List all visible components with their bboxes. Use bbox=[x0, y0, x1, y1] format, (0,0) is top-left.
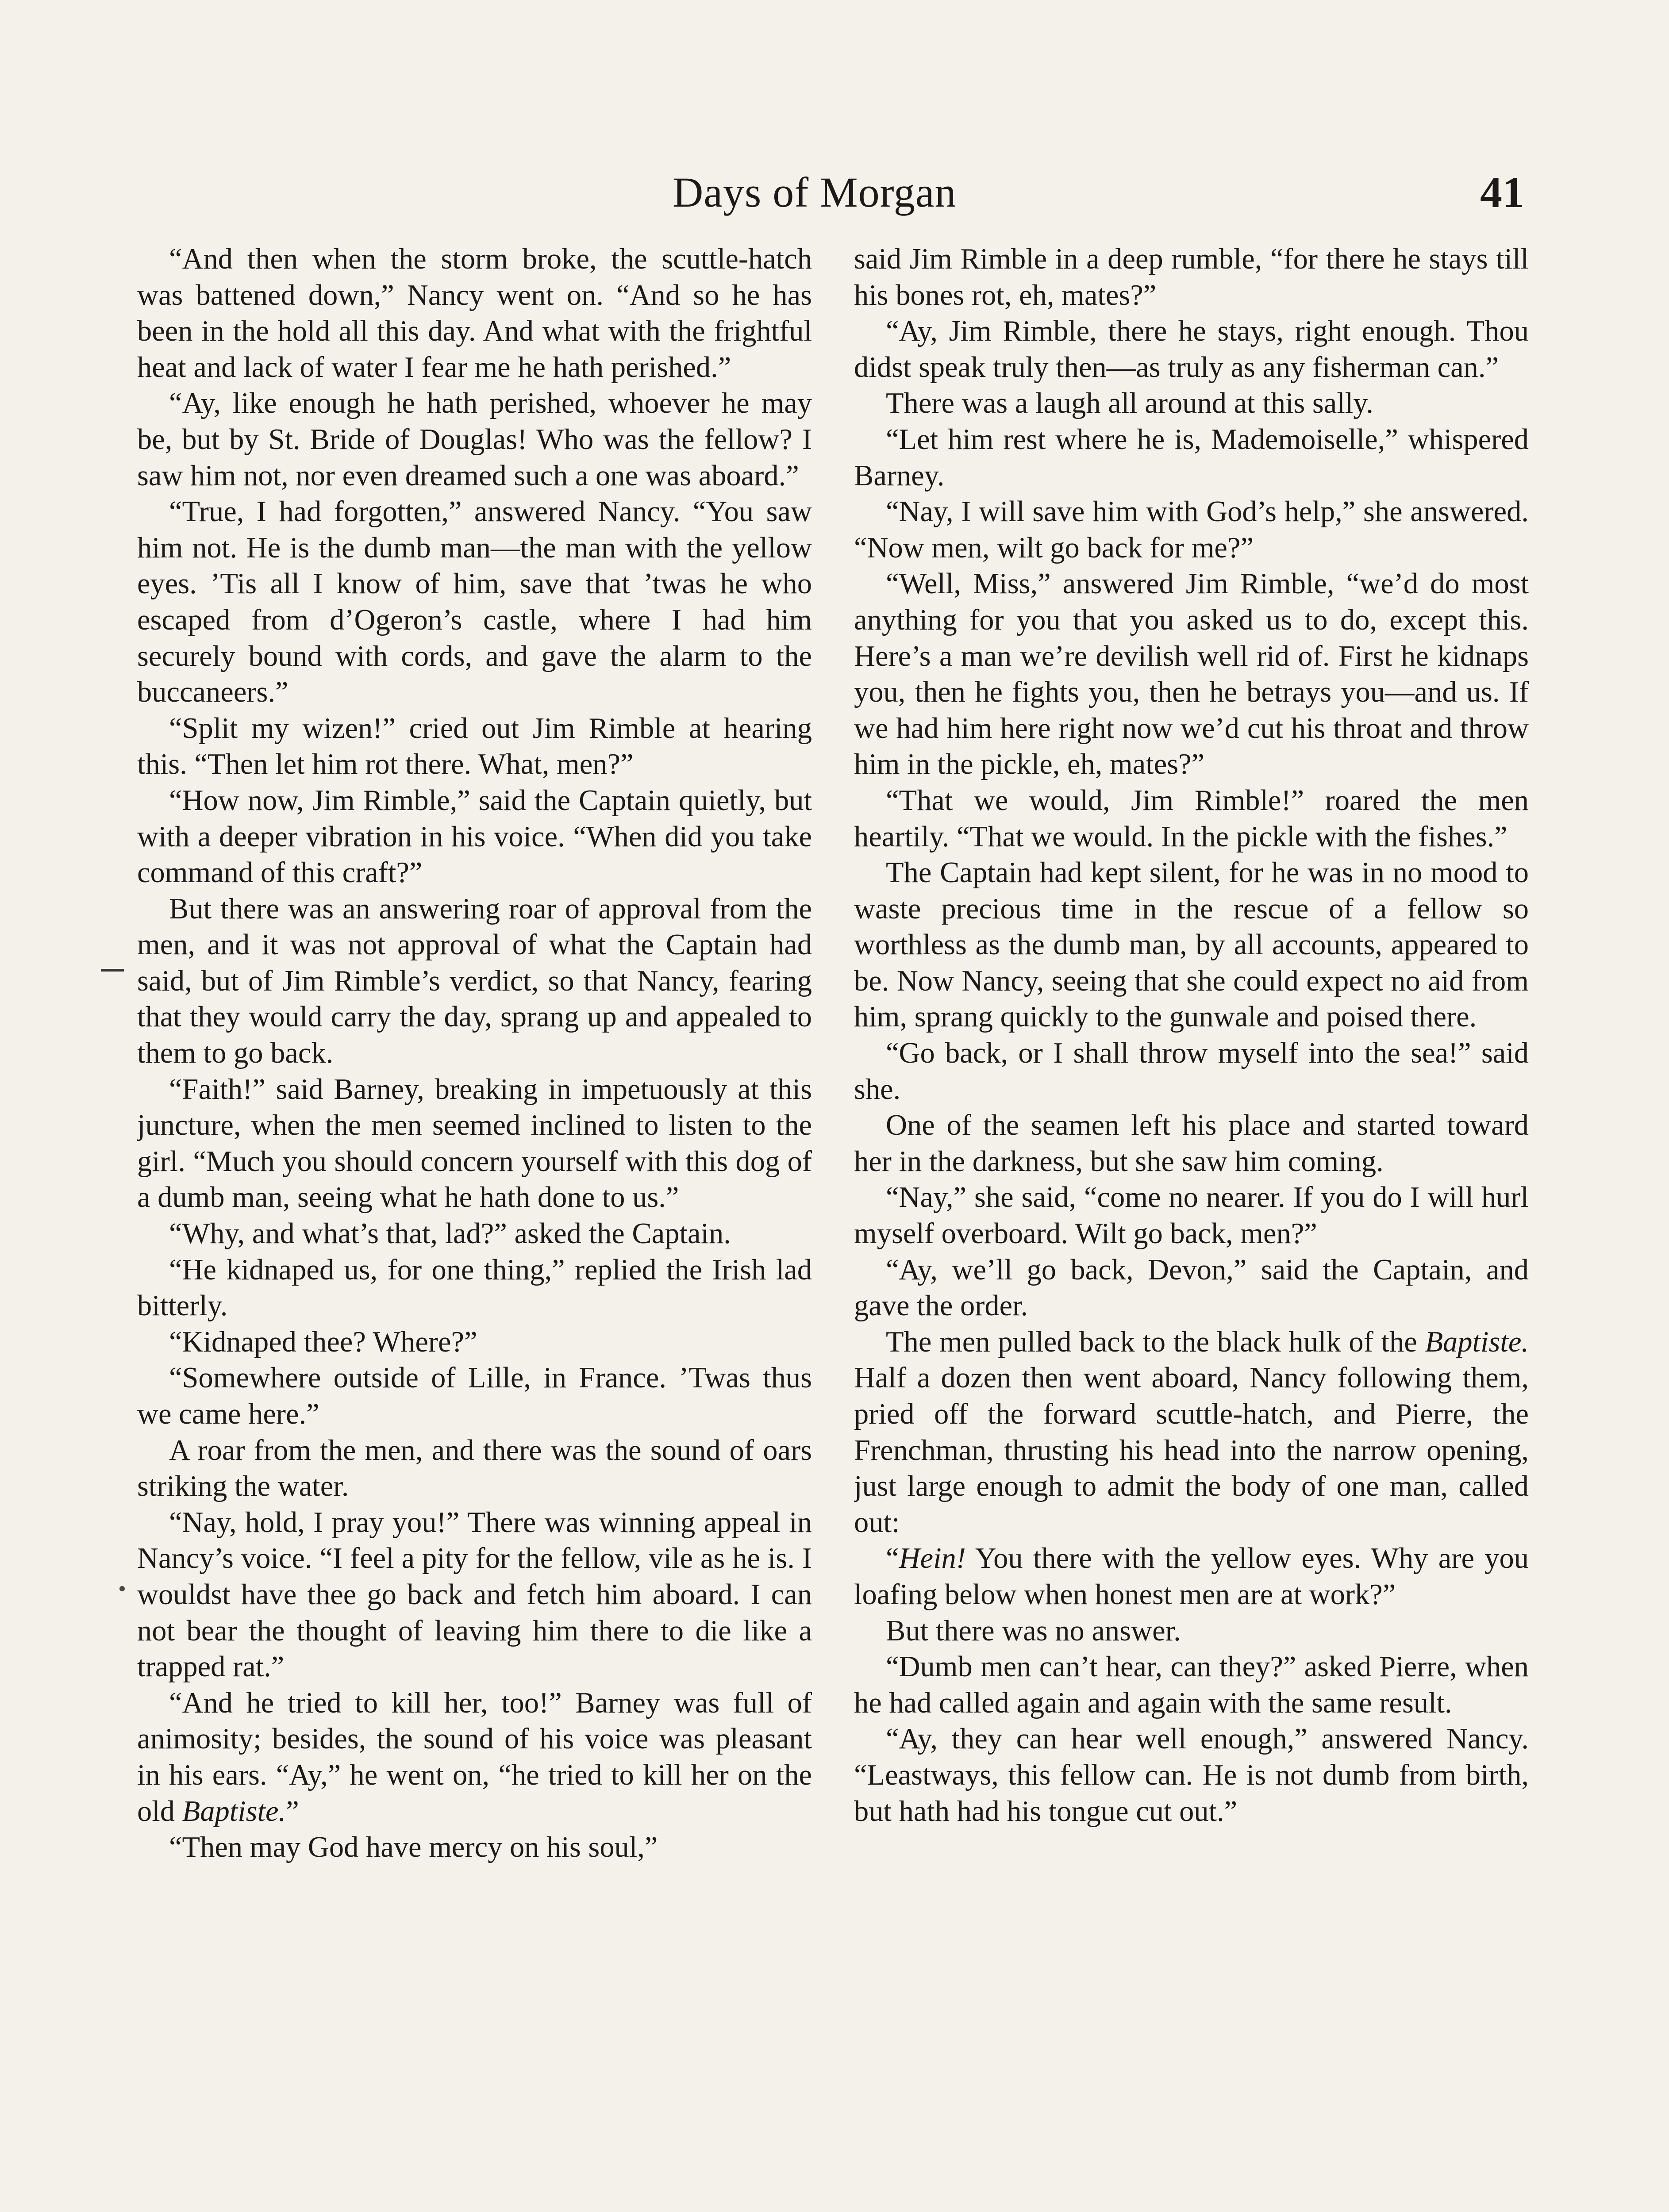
paragraph: “Faith!” said Barney, breaking in impetuously at this juncture, when the men seemed inclined to listen to the girl. “Much you should concern yourself with this dog of a dumb man, seeing what he hath done to us.” bbox=[137, 1073, 812, 1214]
paragraph: The Captain had kept silent, for he was in no mood to waste precious time in the rescue of a fellow so worthless as the dumb man, by all accounts, appeared to be. Now Nancy, seeing that she could expect no aid from him, sprang quickly to the gunwale and poised there. bbox=[854, 856, 1529, 1033]
paragraph: “That we would, Jim Rimble!” roared the men heartily. “That we would. In the pickle with the fishes.” bbox=[854, 784, 1529, 853]
margin-mark-dot bbox=[119, 1586, 125, 1591]
paragraph: “Go back, or I shall throw myself into the sea!” said she. bbox=[854, 1037, 1529, 1106]
paragraph: A roar from the men, and there was the sound of oars striking the water. bbox=[137, 1434, 812, 1503]
margin-mark-dash bbox=[101, 969, 124, 972]
paragraph: “And he tried to kill her, too!” Barney was full of animosity; besides, the sound of his voice was pleasant in his ears. “Ay,” he went on, “he tried to kill her on the old Baptiste.” bbox=[137, 1686, 812, 1828]
paragraph: “Kidnaped thee? Where?” bbox=[169, 1325, 477, 1358]
paragraph: “Ay, like enough he hath perished, whoever he may be, but by St. Bride of Douglas! Who was the fellow? I saw him not, nor even dreamed such a one was aboard.” bbox=[137, 387, 812, 492]
paragraph: “Ay, they can hear well enough,” answered Nancy. “Leastways, this fellow can. He is not dumb from birth, but hath had his tongue cut out.” bbox=[854, 1723, 1529, 1828]
paragraph: But there was an answering roar of approval from the men, and it was not approval of what the Captain had said, but of Jim Rimble’s verdict, so that Nancy, fearing that they would carry the day, sprang up and appealed to them to go back. bbox=[137, 892, 812, 1070]
paragraph: “And then when the storm broke, the scuttle-hatch was battened down,” Nancy went on. “And so he has been in the hold all this day. And what with the frightful heat and lack of water I fear me he hath perished.” bbox=[137, 243, 812, 384]
paragraph: “Nay, I will save him with God’s help,” she answered. “Now men, wilt go back for me?” bbox=[854, 495, 1529, 564]
left-column bbox=[137, 241, 812, 2212]
paragraph: “He kidnaped us, for one thing,” replied the Irish lad bitterly. bbox=[137, 1253, 812, 1322]
paragraph: But there was no answer. bbox=[886, 1614, 1181, 1647]
paragraph: “How now, Jim Rimble,” said the Captain quietly, but with a deeper vibration in his voice. “When did you take command of this craft?” bbox=[137, 784, 812, 889]
paragraph: There was a laugh all around at this sally. bbox=[886, 387, 1373, 420]
page-number: 41 bbox=[1480, 168, 1524, 217]
paragraph: One of the seamen left his place and started toward her in the darkness, but she saw him coming. bbox=[854, 1109, 1529, 1178]
paragraph: “Nay,” she said, “come no nearer. If you do I will hurl myself overboard. Wilt go back, men?” bbox=[854, 1181, 1529, 1250]
paragraph: The men pulled back to the black hulk of the Baptiste. Half a dozen then went aboard, Nancy following them, pried off the forward scuttle-hatch, and Pierre, the Frenchman, thrusting his head into the narrow opening, just large enough to admit the body of one man, called out: bbox=[854, 1325, 1529, 1539]
paragraph: “Then may God have mercy on his soul,” bbox=[169, 1831, 658, 1864]
paragraph: “Well, Miss,” answered Jim Rimble, “we’d do most anything for you that you asked us to do, except this. Here’s a man we’re devilish well rid of. First he kidnaps you, then he fights you, then he betrays you—and us. If we had him here right now we’d cut his throat and throw him in the pickle, eh, mates?” bbox=[854, 568, 1529, 781]
paragraph: “True, I had forgotten,” answered Nancy. “You saw him not. He is the dumb man—the man with the yellow eyes. ’Tis all I know of him, save that ’twas he who escaped from d’Ogeron’s castle, where I had him securely bound with cords, and gave the alarm to the buccaneers.” bbox=[137, 495, 812, 709]
paragraph: “Somewhere outside of Lille, in France. ’Twas thus we came here.” bbox=[137, 1362, 812, 1430]
paragraph: “Let him rest where he is, Mademoiselle,” whispered Barney. bbox=[854, 423, 1529, 492]
paragraph: “Split my wizen!” cried out Jim Rimble at hearing this. “Then let him rot there. What, men?” bbox=[137, 712, 812, 781]
paragraph-continuation: said Jim Rimble in a deep rumble, “for there he stays till his bones rot, eh, mates?” bbox=[854, 243, 1529, 311]
paragraph: “Ay, Jim Rimble, there he stays, right enough. Thou didst speak truly then—as truly as any fisherman can.” bbox=[854, 315, 1529, 384]
paragraph: “Why, and what’s that, lad?” asked the Captain. bbox=[169, 1217, 731, 1250]
paragraph: “Nay, hold, I pray you!” There was winning appeal in Nancy’s voice. “I feel a pity for the fellow, vile as he is. I wouldst have thee go back and fetch him aboard. I can not bear the thought of leaving him there to die like a trapped rat.” bbox=[137, 1506, 812, 1683]
paragraph: “Dumb men can’t hear, can they?” asked Pierre, when he had called again and again with the same result. bbox=[854, 1651, 1529, 1719]
paragraph: “Ay, we’ll go back, Devon,” said the Captain, and gave the order. bbox=[854, 1253, 1529, 1322]
paragraph: “Hein! You there with the yellow eyes. Why are you loafing below when honest men are at work?” bbox=[854, 1542, 1529, 1611]
text-columns bbox=[137, 241, 1529, 2212]
running-title: Days of Morgan bbox=[673, 169, 957, 216]
right-column bbox=[854, 241, 1529, 2212]
running-head bbox=[0, 166, 1669, 219]
